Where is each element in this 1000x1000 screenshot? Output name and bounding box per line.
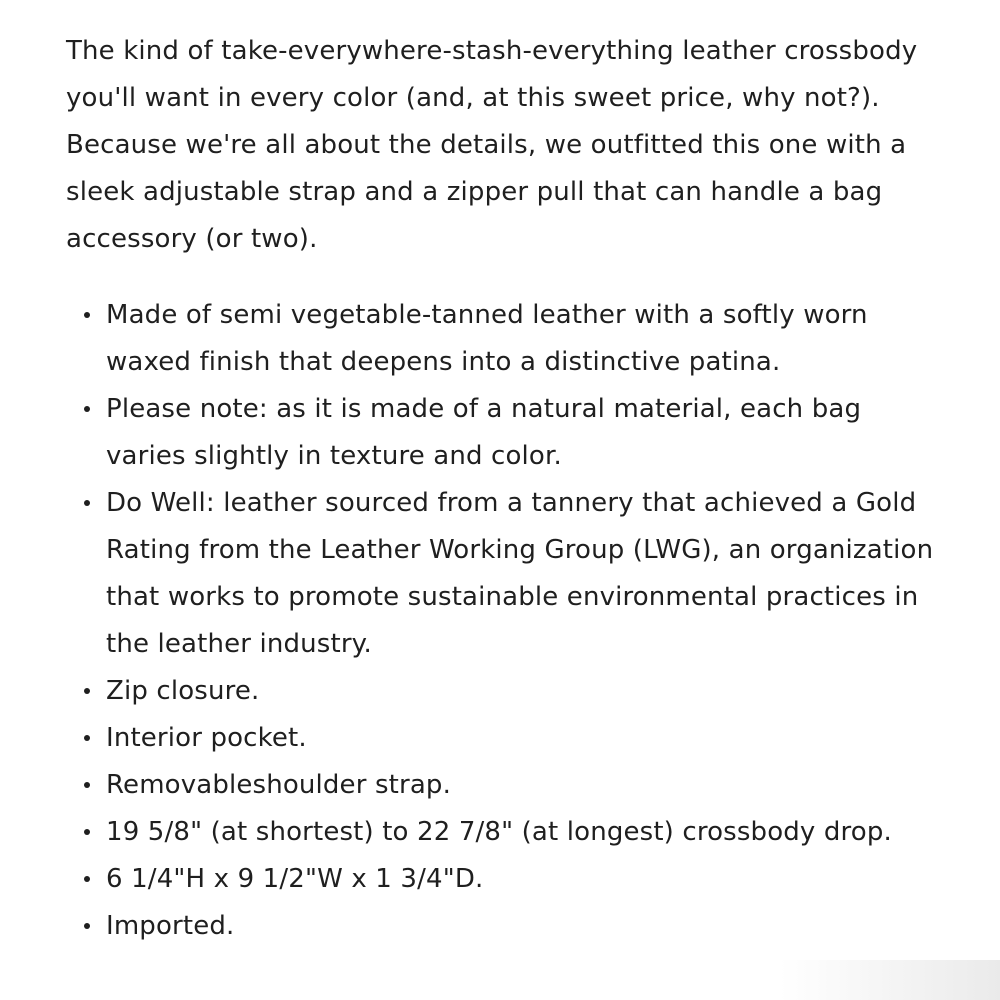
bullet-icon [84,782,90,788]
product-description [66,28,946,941]
list-item [66,715,946,762]
list-item [66,762,946,809]
list-item [66,292,946,386]
bullet-icon [84,876,90,882]
bullet-icon [84,312,90,318]
edge-shadow [780,960,1000,1000]
list-item-text: 6 1/4"H x 9 1/2"W x 1 3/4"D. [106,864,484,894]
bullet-icon [84,829,90,835]
list-item [66,480,946,668]
bullet-icon [84,923,90,929]
list-item [66,903,946,950]
description-intro: The kind of take-everywhere-stash-everything leather crossbody you'll want in every color (and, at this sweet price, why not?). Because we're all about the details, we outfitted this one with a sleek adjustable strap and a zipper pull that can handle a bag accessory (or two). [66,36,918,254]
feature-list [66,292,946,950]
bullet-icon [84,500,90,506]
list-item [66,668,946,715]
list-item-text: Imported. [106,911,235,941]
list-item-text: Please note: as it is made of a natural material, each bag varies slightly in texture and color. [106,394,862,471]
list-item-text: 19 5/8" (at shortest) to 22 7/8" (at longest) crossbody drop. [106,817,892,847]
bullet-icon [84,406,90,412]
bullet-icon [84,735,90,741]
list-item-text: Do Well: leather sourced from a tannery that achieved a Gold Rating from the Leather Working Group (LWG), an organization that works to promote sustainable environmental practices in the leather industry. [106,488,934,659]
list-item-text: Removableshoulder strap. [106,770,451,800]
list-item-text: Made of semi vegetable-tanned leather with a softly worn waxed finish that deepens into a distinctive patina. [106,300,868,377]
bullet-icon [84,688,90,694]
list-item [66,386,946,480]
list-item-text: Zip closure. [106,676,260,706]
list-item [66,856,946,903]
list-item [66,809,946,856]
list-item-text: Interior pocket. [106,723,307,753]
